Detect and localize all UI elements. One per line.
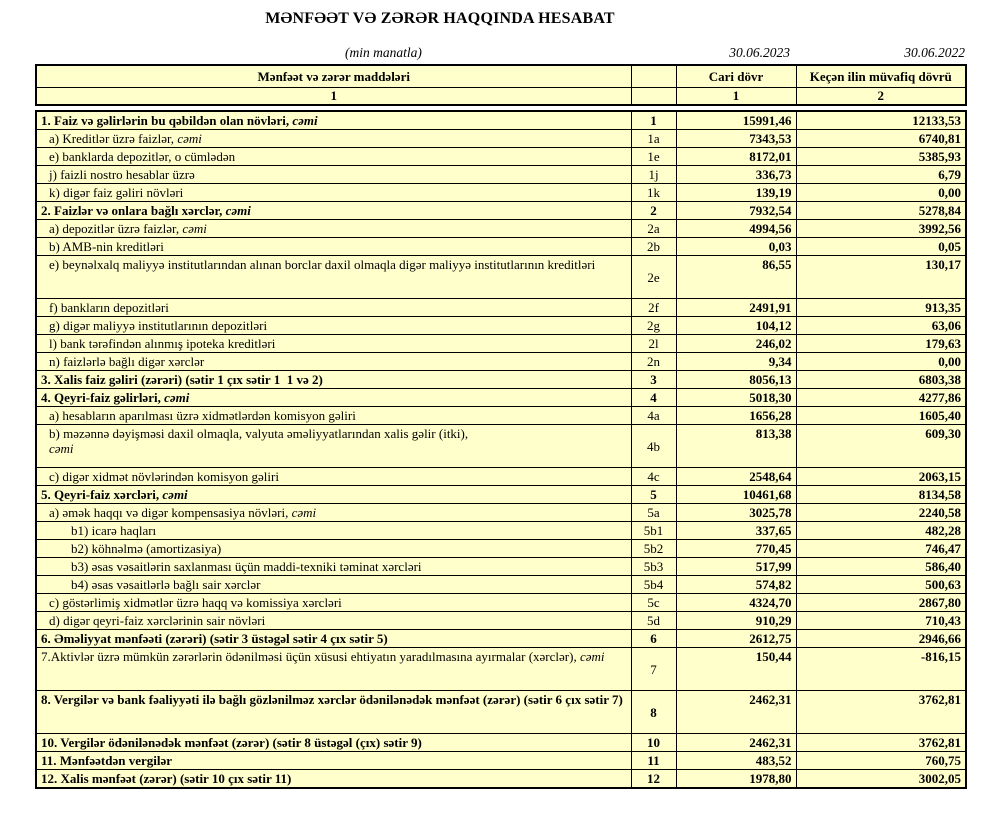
row-label-text: 10. Vergilər ödənilənədək mənfəət (zərər) (sətir 8 üstəgəl (çıx) sətir 9) <box>41 735 422 750</box>
row-label <box>36 353 631 371</box>
row-label-text: c) digər xidmət növlərindən komisyon gəliri <box>49 469 279 484</box>
header-items: Mənfəət və zərər maddələri <box>36 65 631 87</box>
row-number: 10 <box>631 734 676 752</box>
row-number: 4c <box>631 468 676 486</box>
table-row <box>36 522 966 540</box>
row-label-text: b4) əsas vəsaitlərlə bağlı sair xərclər <box>71 577 261 592</box>
value-previous-period: 746,47 <box>796 540 966 558</box>
row-label-emphasis: cəmi <box>291 505 317 520</box>
row-label <box>36 486 631 504</box>
table-row <box>36 752 966 770</box>
row-label <box>36 130 631 148</box>
row-number: 1 <box>631 111 676 130</box>
row-number: 5 <box>631 486 676 504</box>
table-row <box>36 770 966 789</box>
row-number: 5b4 <box>631 576 676 594</box>
value-current-period: 1656,28 <box>676 407 796 425</box>
value-previous-period: 3992,56 <box>796 220 966 238</box>
date-current: 30.06.2023 <box>729 45 790 60</box>
value-current-period: 7932,54 <box>676 202 796 220</box>
table-row <box>36 317 966 335</box>
value-current-period: 483,52 <box>676 752 796 770</box>
value-previous-period: 3762,81 <box>796 734 966 752</box>
value-previous-period: 500,63 <box>796 576 966 594</box>
row-number: 2e <box>631 256 676 299</box>
value-current-period: 15991,46 <box>676 111 796 130</box>
value-current-period: 813,38 <box>676 425 796 468</box>
row-label <box>36 389 631 407</box>
row-label-text: a) Kreditlər üzrə faizlər, <box>49 131 178 146</box>
value-previous-period: 2063,15 <box>796 468 966 486</box>
value-previous-period: 760,75 <box>796 752 966 770</box>
value-current-period: 2612,75 <box>676 630 796 648</box>
value-current-period: 770,45 <box>676 540 796 558</box>
row-label <box>36 576 631 594</box>
value-previous-period: 3002,05 <box>796 770 966 789</box>
value-previous-period: 2867,80 <box>796 594 966 612</box>
row-label-text: k) digər faiz gəliri növləri <box>49 185 184 200</box>
value-previous-period: 0,00 <box>796 184 966 202</box>
table-row <box>36 734 966 752</box>
row-label-text: l) bank tərəfindən alınmış ipoteka kreditləri <box>49 336 276 351</box>
date-previous: 30.06.2022 <box>904 45 965 60</box>
value-current-period: 336,73 <box>676 166 796 184</box>
header-current: Cari dövr <box>676 65 796 87</box>
row-number: 3 <box>631 371 676 389</box>
row-label-text: f) bankların depozitləri <box>49 300 169 315</box>
value-current-period: 2548,64 <box>676 468 796 486</box>
row-label <box>36 691 631 734</box>
header-num-items: 1 <box>36 87 631 105</box>
row-number: 6 <box>631 630 676 648</box>
row-number: 1a <box>631 130 676 148</box>
row-label-text: 12. Xalis mənfəət (zərər) (sətir 10 çıx sətir 11) <box>41 771 292 786</box>
table-row <box>36 540 966 558</box>
table-row <box>36 612 966 630</box>
row-label <box>36 468 631 486</box>
value-previous-period: 6803,38 <box>796 371 966 389</box>
report-table-body <box>35 110 967 789</box>
table-row <box>36 184 966 202</box>
value-previous-period: 179,63 <box>796 335 966 353</box>
table-row <box>36 691 966 734</box>
row-label <box>36 612 631 630</box>
value-current-period: 2462,31 <box>676 691 796 734</box>
row-label <box>36 630 631 648</box>
table-row <box>36 558 966 576</box>
row-label-text: g) digər maliyyə institutlarının depozitləri <box>49 318 268 333</box>
row-label-text: 11. Mənfəətdən vergilər <box>41 753 173 768</box>
value-previous-period: 0,00 <box>796 353 966 371</box>
row-label-text: 4. Qeyri-faiz gəlirləri, <box>41 390 165 405</box>
row-label-text: 2. Faizlər və onlara bağlı xərclər, <box>41 203 226 218</box>
value-current-period: 910,29 <box>676 612 796 630</box>
row-label-emphasis: cəmi <box>49 441 74 456</box>
row-label-text: d) digər qeyri-faiz xərclərinin sair növləri <box>49 613 266 628</box>
row-label <box>36 734 631 752</box>
table-row <box>36 130 966 148</box>
value-current-period: 139,19 <box>676 184 796 202</box>
row-number: 2n <box>631 353 676 371</box>
value-current-period: 246,02 <box>676 335 796 353</box>
value-current-period: 4324,70 <box>676 594 796 612</box>
row-label <box>36 202 631 220</box>
value-previous-period: 482,28 <box>796 522 966 540</box>
row-number: 5b1 <box>631 522 676 540</box>
row-label <box>36 522 631 540</box>
table-row <box>36 594 966 612</box>
row-label-text: e) beynəlxalq maliyyə institutlarından alınan borclar daxil olmaqla digər maliyyə institutlarının kreditləri <box>49 257 596 272</box>
row-label <box>36 220 631 238</box>
row-number: 4b <box>631 425 676 468</box>
value-previous-period: 8134,58 <box>796 486 966 504</box>
table-row <box>36 407 966 425</box>
value-previous-period: 12133,53 <box>796 111 966 130</box>
value-current-period: 104,12 <box>676 317 796 335</box>
row-label-emphasis: cəmi <box>292 113 318 128</box>
value-current-period: 3025,78 <box>676 504 796 522</box>
header-num-current: 1 <box>676 87 796 105</box>
report-table-header <box>35 64 967 106</box>
row-label <box>36 558 631 576</box>
row-label <box>36 184 631 202</box>
table-row <box>36 648 966 691</box>
row-label <box>36 371 631 389</box>
row-number: 2 <box>631 202 676 220</box>
row-label <box>36 504 631 522</box>
table-row <box>36 576 966 594</box>
row-label-emphasis: cəmi <box>164 390 190 405</box>
table-row <box>36 630 966 648</box>
row-number: 5d <box>631 612 676 630</box>
table-row <box>36 335 966 353</box>
row-label <box>36 770 631 789</box>
row-label-text: b2) köhnəlmə (amortizasiya) <box>71 541 222 556</box>
row-label-emphasis: cəmi <box>177 131 202 146</box>
row-label-text: 1. Faiz və gəlirlərin bu qəbildən olan növləri, <box>41 113 293 128</box>
value-current-period: 517,99 <box>676 558 796 576</box>
row-number: 7 <box>631 648 676 691</box>
value-current-period: 10461,68 <box>676 486 796 504</box>
row-number: 4 <box>631 389 676 407</box>
value-current-period: 337,65 <box>676 522 796 540</box>
value-current-period: 8172,01 <box>676 148 796 166</box>
row-label-text: b) AMB-nin kreditləri <box>49 239 164 254</box>
header-num-empty <box>631 87 676 105</box>
row-label-text: j) faizli nostro hesablar üzrə <box>49 167 195 182</box>
page-title: MƏNFƏƏT VƏ ZƏRƏR HAQQINDA HESABAT <box>265 10 615 27</box>
title-wrap <box>35 10 845 28</box>
value-previous-period: 5278,84 <box>796 202 966 220</box>
value-current-period: 150,44 <box>676 648 796 691</box>
value-current-period: 7343,53 <box>676 130 796 148</box>
value-previous-period: 0,05 <box>796 238 966 256</box>
row-number: 12 <box>631 770 676 789</box>
value-previous-period: 6740,81 <box>796 130 966 148</box>
value-previous-period: -816,15 <box>796 648 966 691</box>
row-label-text: a) əmək haqqı və digər kompensasiya növləri, <box>49 505 292 520</box>
row-label-text: 5. Qeyri-faiz xərcləri, <box>41 487 163 502</box>
row-label <box>36 166 631 184</box>
table-row <box>36 425 966 468</box>
row-label <box>36 317 631 335</box>
row-label-emphasis: cəmi <box>225 203 251 218</box>
row-number: 2b <box>631 238 676 256</box>
row-number: 11 <box>631 752 676 770</box>
value-current-period: 2462,31 <box>676 734 796 752</box>
row-label-text: c) göstərlimiş xidmətlər üzrə haqq və komissiya xərcləri <box>49 595 342 610</box>
value-previous-period: 1605,40 <box>796 407 966 425</box>
value-previous-period: 6,79 <box>796 166 966 184</box>
row-number: 4a <box>631 407 676 425</box>
row-label <box>36 299 631 317</box>
table-row <box>36 148 966 166</box>
value-previous-period: 609,30 <box>796 425 966 468</box>
row-label-emphasis: cəmi <box>182 221 207 236</box>
table-row <box>36 166 966 184</box>
row-label-text: a) depozitlər üzrə faizlər, <box>49 221 183 236</box>
row-number: 8 <box>631 691 676 734</box>
table-row <box>36 468 966 486</box>
row-label-emphasis: cəmi <box>579 649 605 664</box>
row-label-text: 3. Xalis faiz gəliri (zərəri) (sətir 1 çıx sətir 1 1 və 2) <box>41 372 323 387</box>
row-label-text: 7.Aktivlər üzrə mümkün zərərlərin ödənilməsi üçün xüsusi ehtiyatın yaradılmasına ayırmalar (xərclər), <box>41 649 580 664</box>
row-number: 5b2 <box>631 540 676 558</box>
value-current-period: 4994,56 <box>676 220 796 238</box>
value-previous-period: 586,40 <box>796 558 966 576</box>
row-label <box>36 238 631 256</box>
row-label-text: e) banklarda depozitlər, o cümlədən <box>49 149 236 164</box>
row-number: 1j <box>631 166 676 184</box>
value-previous-period: 710,43 <box>796 612 966 630</box>
unit-note: (min manatla) <box>345 45 422 60</box>
value-previous-period: 63,06 <box>796 317 966 335</box>
row-label-text: 8. Vergilər və bank fəaliyyəti ilə bağlı gözlənilməz xərclər ödənilənədək mənfəət (zərər) (sətir 6 çıx sətir 7) <box>41 692 623 707</box>
row-label <box>36 425 631 468</box>
row-number: 5b3 <box>631 558 676 576</box>
row-label <box>36 335 631 353</box>
value-previous-period: 913,35 <box>796 299 966 317</box>
row-number: 5c <box>631 594 676 612</box>
row-label-text: b3) əsas vəsaitlərin saxlanması üçün maddi-texniki təminat xərcləri <box>71 559 422 574</box>
value-current-period: 8056,13 <box>676 371 796 389</box>
header-num-previous: 2 <box>796 87 966 105</box>
table-row <box>36 220 966 238</box>
header-row-no <box>631 65 676 87</box>
value-previous-period: 4277,86 <box>796 389 966 407</box>
value-previous-period: 130,17 <box>796 256 966 299</box>
row-label-text: b) məzənnə dəyişməsi daxil olmaqla, valyuta əməliyyatlarından xalis gəlir (itki), <box>49 426 469 441</box>
row-number: 2l <box>631 335 676 353</box>
value-previous-period: 2946,66 <box>796 630 966 648</box>
value-previous-period: 3762,81 <box>796 691 966 734</box>
row-label <box>36 540 631 558</box>
value-current-period: 1978,80 <box>676 770 796 789</box>
row-label <box>36 256 631 299</box>
report-document <box>35 10 965 789</box>
value-current-period: 9,34 <box>676 353 796 371</box>
row-label <box>36 752 631 770</box>
header-row-numbers <box>36 87 966 105</box>
table-row <box>36 504 966 522</box>
row-label-text: b1) icarə haqları <box>71 523 157 538</box>
row-number: 2a <box>631 220 676 238</box>
row-label <box>36 594 631 612</box>
row-number: 2f <box>631 299 676 317</box>
row-label <box>36 111 631 130</box>
meta-line <box>35 42 965 64</box>
value-current-period: 574,82 <box>676 576 796 594</box>
table-row <box>36 486 966 504</box>
table-row <box>36 299 966 317</box>
row-number: 1e <box>631 148 676 166</box>
row-label-text: n) faizlərlə bağlı digər xərclər <box>49 354 205 369</box>
row-number: 5a <box>631 504 676 522</box>
table-row <box>36 238 966 256</box>
row-number: 2g <box>631 317 676 335</box>
header-row-labels <box>36 65 966 87</box>
table-row <box>36 202 966 220</box>
row-label <box>36 148 631 166</box>
table-row <box>36 256 966 299</box>
row-label-text: 6. Əməliyyat mənfəəti (zərəri) (sətir 3 üstəgəl sətir 4 çıx sətir 5) <box>41 631 388 646</box>
row-label-emphasis: cəmi <box>162 487 188 502</box>
value-previous-period: 2240,58 <box>796 504 966 522</box>
row-label <box>36 407 631 425</box>
row-number: 1k <box>631 184 676 202</box>
header-previous: Keçən ilin müvafiq dövrü <box>796 65 966 87</box>
table-row <box>36 389 966 407</box>
value-current-period: 0,03 <box>676 238 796 256</box>
table-row <box>36 111 966 130</box>
table-row <box>36 353 966 371</box>
row-label <box>36 648 631 691</box>
value-current-period: 2491,91 <box>676 299 796 317</box>
value-current-period: 5018,30 <box>676 389 796 407</box>
row-label-text: a) hesabların aparılması üzrə xidmətlərdən komisyon gəliri <box>49 408 356 423</box>
value-current-period: 86,55 <box>676 256 796 299</box>
value-previous-period: 5385,93 <box>796 148 966 166</box>
table-row <box>36 371 966 389</box>
